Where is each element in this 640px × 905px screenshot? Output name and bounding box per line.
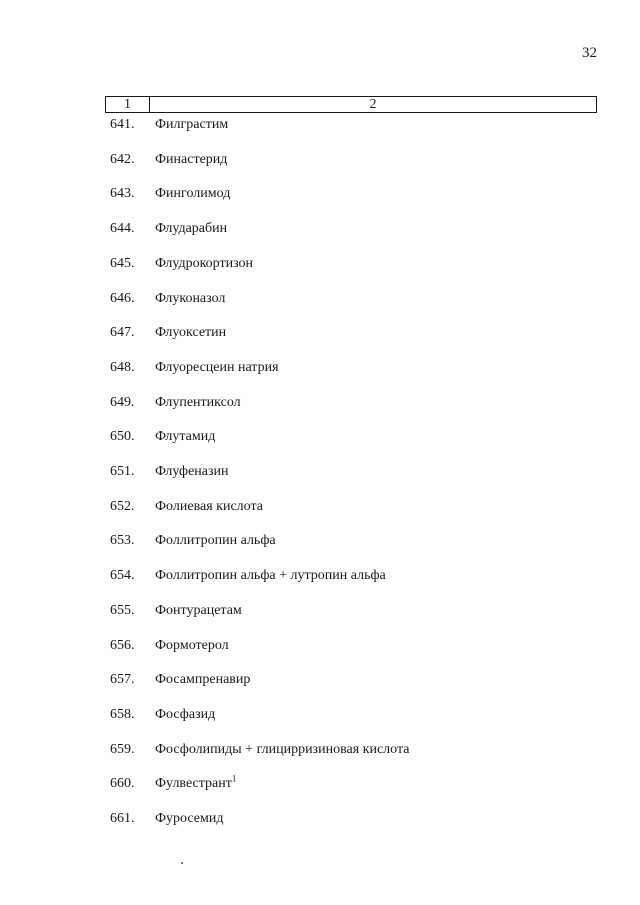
table-row bbox=[0, 738, 640, 762]
row-drug-name: Филграстим bbox=[155, 117, 229, 132]
page-number: 32 bbox=[582, 45, 597, 61]
row-number: 645. bbox=[110, 255, 135, 271]
footnote-marker: 1 bbox=[231, 773, 237, 784]
row-number: 647. bbox=[110, 325, 135, 341]
row-number: 641. bbox=[110, 117, 135, 132]
row-drug-name: Флуконазол bbox=[155, 290, 226, 306]
row-drug-name: Фонтурацетам bbox=[155, 602, 242, 618]
row-drug-name: Формотерол bbox=[155, 637, 229, 653]
row-number: 657. bbox=[110, 672, 135, 688]
table-row bbox=[0, 495, 640, 519]
table-row bbox=[0, 391, 640, 415]
row-drug-name: Фосампренавир bbox=[155, 672, 251, 688]
row-number: 656. bbox=[110, 637, 135, 653]
row-number: 659. bbox=[110, 741, 135, 757]
table-row bbox=[0, 529, 640, 553]
row-drug-name: Флутамид bbox=[155, 429, 216, 445]
table-row bbox=[0, 668, 640, 692]
table-row bbox=[0, 564, 640, 588]
header-col-name: 2 bbox=[369, 97, 377, 112]
row-drug-name: Фуросемид bbox=[155, 811, 224, 826]
table-header-row bbox=[105, 96, 597, 113]
table-row bbox=[0, 148, 640, 172]
table-row bbox=[0, 807, 640, 831]
table-row bbox=[0, 113, 640, 137]
row-number: 644. bbox=[110, 221, 135, 237]
table-row bbox=[0, 460, 640, 484]
row-drug-name: Фосфолипиды + глицирризиновая кислота bbox=[155, 741, 410, 757]
row-drug-name: Флуфеназин bbox=[155, 464, 229, 479]
row-number: 650. bbox=[110, 429, 135, 445]
row-drug-name: Флудрокортизон bbox=[155, 255, 254, 271]
row-number: 649. bbox=[110, 394, 135, 410]
row-drug-name: Финастерид bbox=[155, 151, 228, 167]
row-number: 651. bbox=[110, 464, 135, 479]
row-number: 642. bbox=[110, 151, 135, 167]
row-drug-name: Флуоресцеин натрия bbox=[155, 359, 279, 375]
row-number: 660. bbox=[110, 776, 135, 792]
row-drug-name bbox=[155, 772, 236, 796]
row-drug-name: Фоллитропин альфа bbox=[155, 533, 276, 549]
table-row bbox=[0, 634, 640, 658]
table-row bbox=[0, 425, 640, 449]
row-number: 661. bbox=[110, 811, 135, 826]
row-drug-name: Флударабин bbox=[155, 221, 228, 237]
table-row bbox=[0, 217, 640, 241]
row-drug-name: Фолиевая кислота bbox=[155, 498, 263, 514]
table-row bbox=[0, 599, 640, 623]
scan-speck bbox=[181, 862, 183, 864]
table-row bbox=[0, 356, 640, 380]
row-number: 652. bbox=[110, 498, 135, 514]
row-number: 648. bbox=[110, 359, 135, 375]
row-number: 643. bbox=[110, 186, 135, 202]
table-row bbox=[0, 287, 640, 311]
row-drug-name: Фосфазид bbox=[155, 706, 216, 722]
table-row bbox=[0, 703, 640, 727]
row-number: 654. bbox=[110, 568, 135, 584]
row-number: 658. bbox=[110, 706, 135, 722]
table-row bbox=[0, 252, 640, 276]
row-number: 646. bbox=[110, 290, 135, 306]
row-drug-name: Фоллитропин альфа + лутропин альфа bbox=[155, 568, 386, 584]
row-drug-name-text: Фулвестрант bbox=[155, 776, 232, 792]
row-drug-name: Флуоксетин bbox=[155, 325, 227, 341]
table-row bbox=[0, 321, 640, 345]
row-number: 653. bbox=[110, 533, 135, 549]
table-row bbox=[0, 772, 640, 796]
header-col-number: 1 bbox=[106, 97, 150, 112]
table-row bbox=[0, 182, 640, 206]
row-drug-name: Финголимод bbox=[155, 186, 231, 202]
row-drug-name: Флупентиксол bbox=[155, 394, 241, 410]
row-number: 655. bbox=[110, 602, 135, 618]
